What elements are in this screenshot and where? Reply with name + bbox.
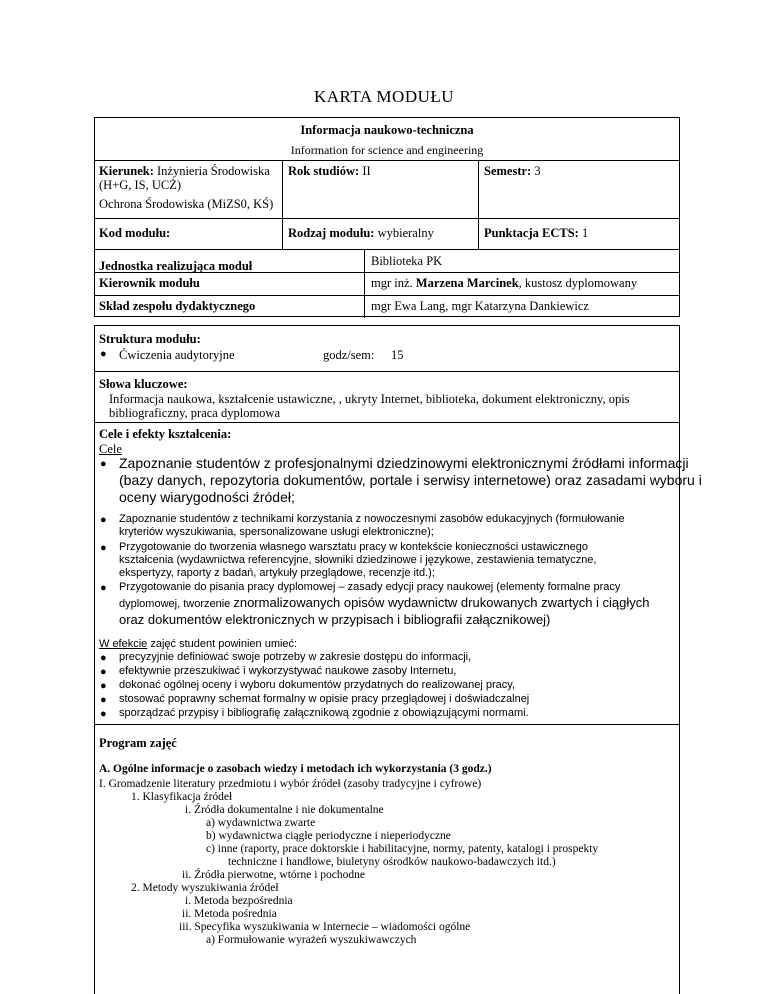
cel-4-line-2: dyplomowej, tworzenie znormalizowanych opisów wydawnictw drukowanych zwartych i ciągłych: [119, 595, 650, 610]
efekt-2: efektywnie przeszukiwać i wykorzystywać naukowe zasoby Internetu,: [119, 665, 457, 677]
program-heading: Program zajęć: [99, 736, 177, 750]
kierunek-value-3: Ochrona Środowiska (MiZS0, KŚ): [99, 197, 274, 211]
kierownik-value: mgr inż. Marzena Marcinek, kustosz dyplomowany: [371, 276, 638, 290]
godz-label: godz/sem:: [323, 348, 375, 362]
program-line: c) inne (raporty, prace doktorskie i habilitacyjne, normy, patenty, katalogi i prospekty: [206, 843, 599, 855]
slowa-line-1: Informacja naukowa, kształcenie ustawiczne, , ukryty Internet, biblioteka, dokument elektroniczny, opis: [109, 392, 630, 406]
divider: [95, 249, 679, 250]
efekty-intro: W efekcie zajęć student powinien umieć:: [99, 638, 298, 650]
cel-1-line-2: (bazy danych, repozytoria dokumentów, portale i serwisy internetowe) oraz zasadami wyboru i: [119, 472, 702, 488]
program-line: ii. Źródła pierwotne, wtórne i pochodne: [182, 869, 365, 881]
bullet-icon: ●: [100, 458, 107, 470]
module-title-pl: Informacja naukowo-techniczna: [300, 123, 474, 137]
bullet-icon: ●: [100, 680, 107, 692]
divider: [95, 295, 679, 296]
sklad-label: Skład zespołu dydaktycznego: [99, 299, 256, 313]
divider: [95, 160, 679, 161]
efekt-5: sporządzać przypisy i bibliografię załącznikową zgodnie z obowiązującymi normami.: [119, 707, 529, 719]
bullet-icon: ●: [100, 348, 107, 360]
slowa-line-2: bibliograficzny, praca dyplomowa: [109, 406, 281, 420]
semestr-field: Semestr: 3: [484, 164, 541, 178]
program-line: b) wydawnictwa ciągłe periodyczne i nieperiodyczne: [206, 830, 451, 842]
rok-field: Rok studiów: II: [288, 164, 371, 178]
program-line: techniczne i handlowe, biuletyny ośrodków naukowo-badawczych itd.): [228, 856, 556, 868]
cel-3-line-2: kształcenia (wydawnictwa referencyjne, słowniki dziedzinowe i językowe, zestawienia tematyczne,: [119, 554, 597, 566]
program-line: a) wydawnictwa zwarte: [206, 817, 316, 829]
program-a-heading: A. Ogólne informacje o zasobach wiedzy i metodach ich wykorzystania (3 godz.): [99, 763, 492, 775]
divider: [95, 724, 679, 725]
document-title: KARTA MODUŁU: [313, 87, 455, 106]
cele-heading: Cele i efekty kształcenia:: [99, 427, 232, 441]
kod-label: Kod modułu:: [99, 226, 171, 240]
jednostka-value: Biblioteka PK: [371, 254, 443, 268]
cel-1-line-1: Zapoznanie studentów z profesjonalnymi dziedzinowymi elektronicznymi źródłami informacji: [119, 455, 689, 471]
efekt-4: stosować poprawny schemat formalny w opisie pracy przeglądowej i doświadczalnej: [119, 693, 530, 705]
bullet-icon: ●: [100, 542, 107, 554]
program-line: iii. Specyfika wyszukiwania w Internecie – wiadomości ogólne: [179, 921, 471, 933]
divider: [95, 371, 679, 372]
bullet-icon: ●: [100, 666, 107, 678]
program-line: ii. Metoda pośrednia: [182, 908, 277, 920]
bullet-icon: ●: [100, 708, 107, 720]
program-line: a) Formułowanie wyrażeń wyszukiwawczych: [206, 934, 417, 946]
sklad-value: mgr Ewa Lang, mgr Katarzyna Dankiewicz: [371, 299, 589, 313]
kierunek-field: Kierunek: Inżynieria Środowiska: [99, 164, 270, 178]
program-line: i. Źródła dokumentalne i nie dokumentalne: [185, 804, 384, 816]
module-content-table: [94, 325, 702, 994]
cel-4-line-1: Przygotowanie do pisania pracy dyplomowej – zasady edycji pracy naukowej (elementy formalne pracy: [119, 581, 621, 593]
module-info-table: [94, 117, 680, 317]
efekt-3: dokonać ogólnej oceny i wyboru dokumentów przydatnych do realizowanej pracy,: [119, 679, 516, 691]
kierunek-value-2: (H+G, IS, UCŻ): [99, 178, 182, 192]
cele-sub: Cele: [99, 442, 122, 456]
cel-3-line-3: ekspertyzy, raporty z badań, artykuły przeglądowe, recenzje itd.);: [119, 567, 435, 579]
rodzaj-field: Rodzaj modułu: wybieralny: [288, 226, 434, 240]
efekt-1: precyzyjnie definiować swoje potrzeby w zakresie dostępu do informacji,: [119, 651, 472, 663]
struktura-item: Ćwiczenia audytoryjne: [119, 348, 235, 362]
bullet-icon: ●: [100, 582, 107, 594]
cel-2-line-1: Zapoznanie studentów z technikami korzystania z nowoczesnymi zasobów edukacyjnych (formułowanie: [119, 513, 625, 525]
ects-field: Punktacja ECTS: 1: [484, 226, 589, 240]
divider: [95, 218, 679, 219]
bullet-icon: ●: [100, 514, 107, 526]
program-line: I. Gromadzenie literatury przedmiotu i wybór źródeł (zasoby tradycyjne i cyfrowe): [99, 778, 482, 790]
module-title-en: Information for science and engineering: [290, 143, 484, 157]
cel-4-line-3: oraz dokumentów elektronicznych w przypisach i bibliografii załącznikowej): [119, 612, 551, 627]
divider: [95, 272, 679, 273]
godz-value: 15: [391, 348, 404, 362]
bullet-icon: ●: [100, 694, 107, 706]
slowa-heading: Słowa kluczowe:: [99, 377, 188, 391]
bullet-icon: ●: [100, 652, 107, 664]
divider: [95, 422, 679, 423]
program-line: 2. Metody wyszukiwania źródeł: [131, 882, 279, 894]
cel-2-line-2: kryteriów wyszukiwania, spersonalizowane usługi elektroniczne);: [119, 526, 434, 538]
kierownik-label: Kierownik modułu: [99, 276, 200, 290]
program-line: 1. Klasyfikacja źródeł: [131, 791, 233, 803]
cel-3-line-1: Przygotowanie do tworzenia własnego warsztatu pracy w kontekście konieczności ustawicznego: [119, 541, 588, 553]
cel-1-line-3: oceny wiarygodności źródeł;: [119, 489, 295, 505]
program-line: i. Metoda bezpośrednia: [185, 895, 293, 907]
struktura-heading: Struktura modułu:: [99, 332, 201, 346]
jednostka-label: Jednostka realizująca moduł: [99, 259, 253, 273]
